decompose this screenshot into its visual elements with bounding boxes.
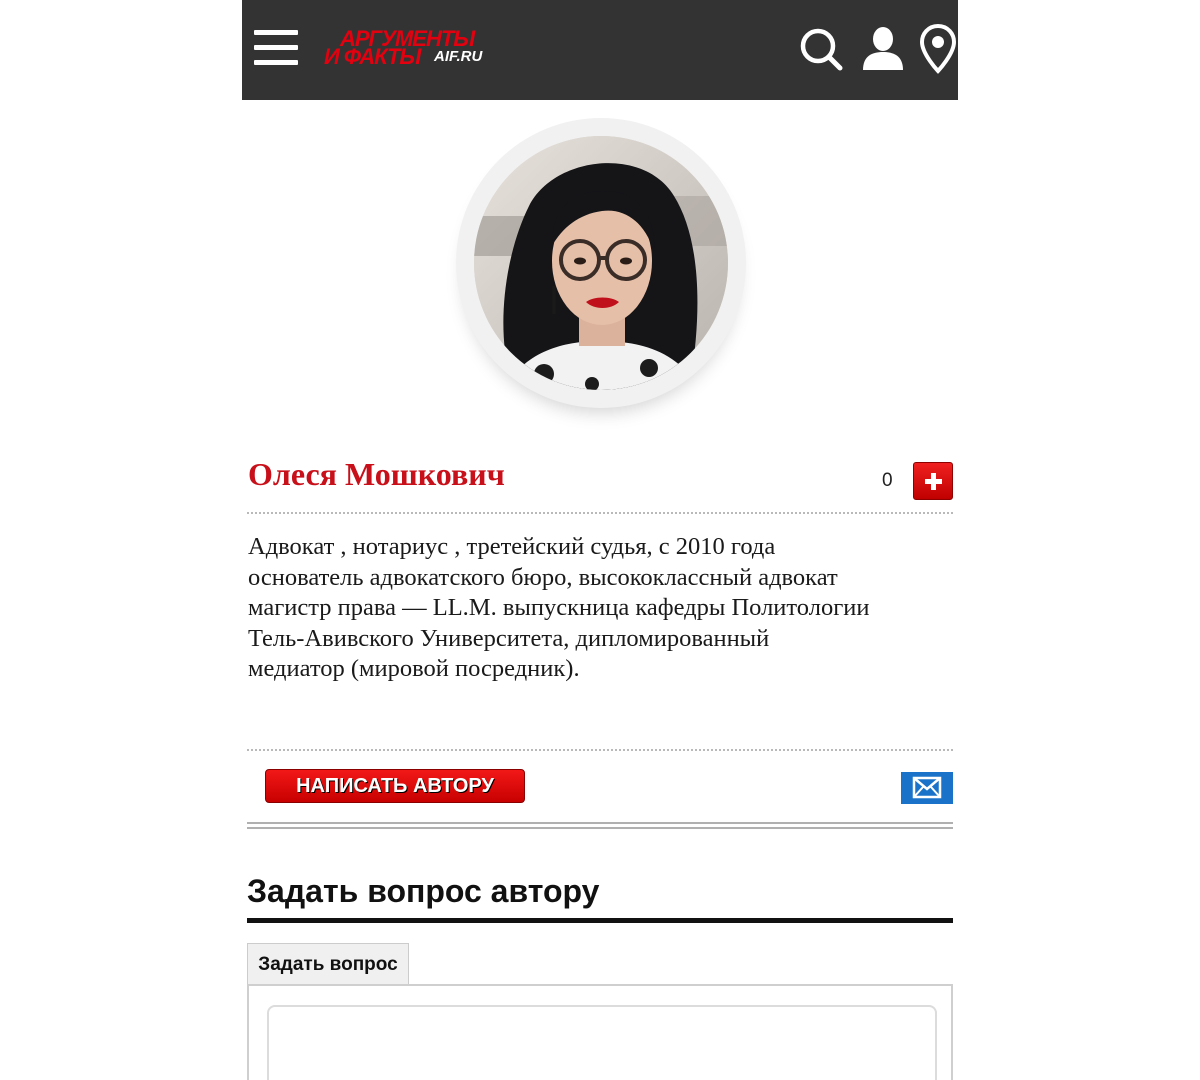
bio-line: Тель-Авивского Университета, дипломированный <box>248 624 770 652</box>
logo-site-name: AIF.RU <box>434 48 483 65</box>
author-avatar-frame <box>456 118 746 408</box>
tab-ask-question[interactable]: Задать вопрос <box>247 943 409 985</box>
ask-section-title: Задать вопрос автору <box>247 873 600 909</box>
bio-line: медиатор (мировой посредник). <box>248 655 580 682</box>
divider <box>247 749 953 751</box>
divider <box>247 512 953 514</box>
author-bio <box>248 532 948 685</box>
author-name[interactable]: Олеся Мошкович <box>248 456 505 492</box>
page <box>242 0 958 1080</box>
logo-line-2: И ФАКТЫ <box>324 44 421 69</box>
author-photo <box>474 136 728 390</box>
search-icon[interactable] <box>798 26 844 72</box>
menu-icon[interactable] <box>254 30 298 66</box>
subscribe-plus-button[interactable] <box>913 462 953 500</box>
logo-line-1: АРГУМЕНТЫ <box>340 26 475 51</box>
author-avatar <box>474 136 728 390</box>
subscribers-count: 0 <box>882 470 893 491</box>
envelope-icon <box>901 772 953 804</box>
site-header <box>242 0 958 100</box>
user-icon[interactable] <box>860 26 906 72</box>
question-textarea[interactable] <box>267 1005 937 1080</box>
bio-line: магистр права — LL.M. выпускница кафедры Политологии <box>248 594 870 621</box>
site-logo[interactable] <box>324 26 504 72</box>
location-pin-icon[interactable] <box>920 24 956 74</box>
bio-line: основатель адвокатского бюро, высококлассный адвокат <box>248 563 838 591</box>
write-to-author-button[interactable]: НАПИСАТЬ АВТОРУ <box>265 769 525 803</box>
ask-title-rule <box>247 918 953 923</box>
section-divider <box>247 822 953 829</box>
ask-form <box>247 984 953 1080</box>
mail-button[interactable] <box>901 772 953 804</box>
bio-line: Адвокат , нотариус , третейский судья, с 2010 года <box>248 533 776 560</box>
